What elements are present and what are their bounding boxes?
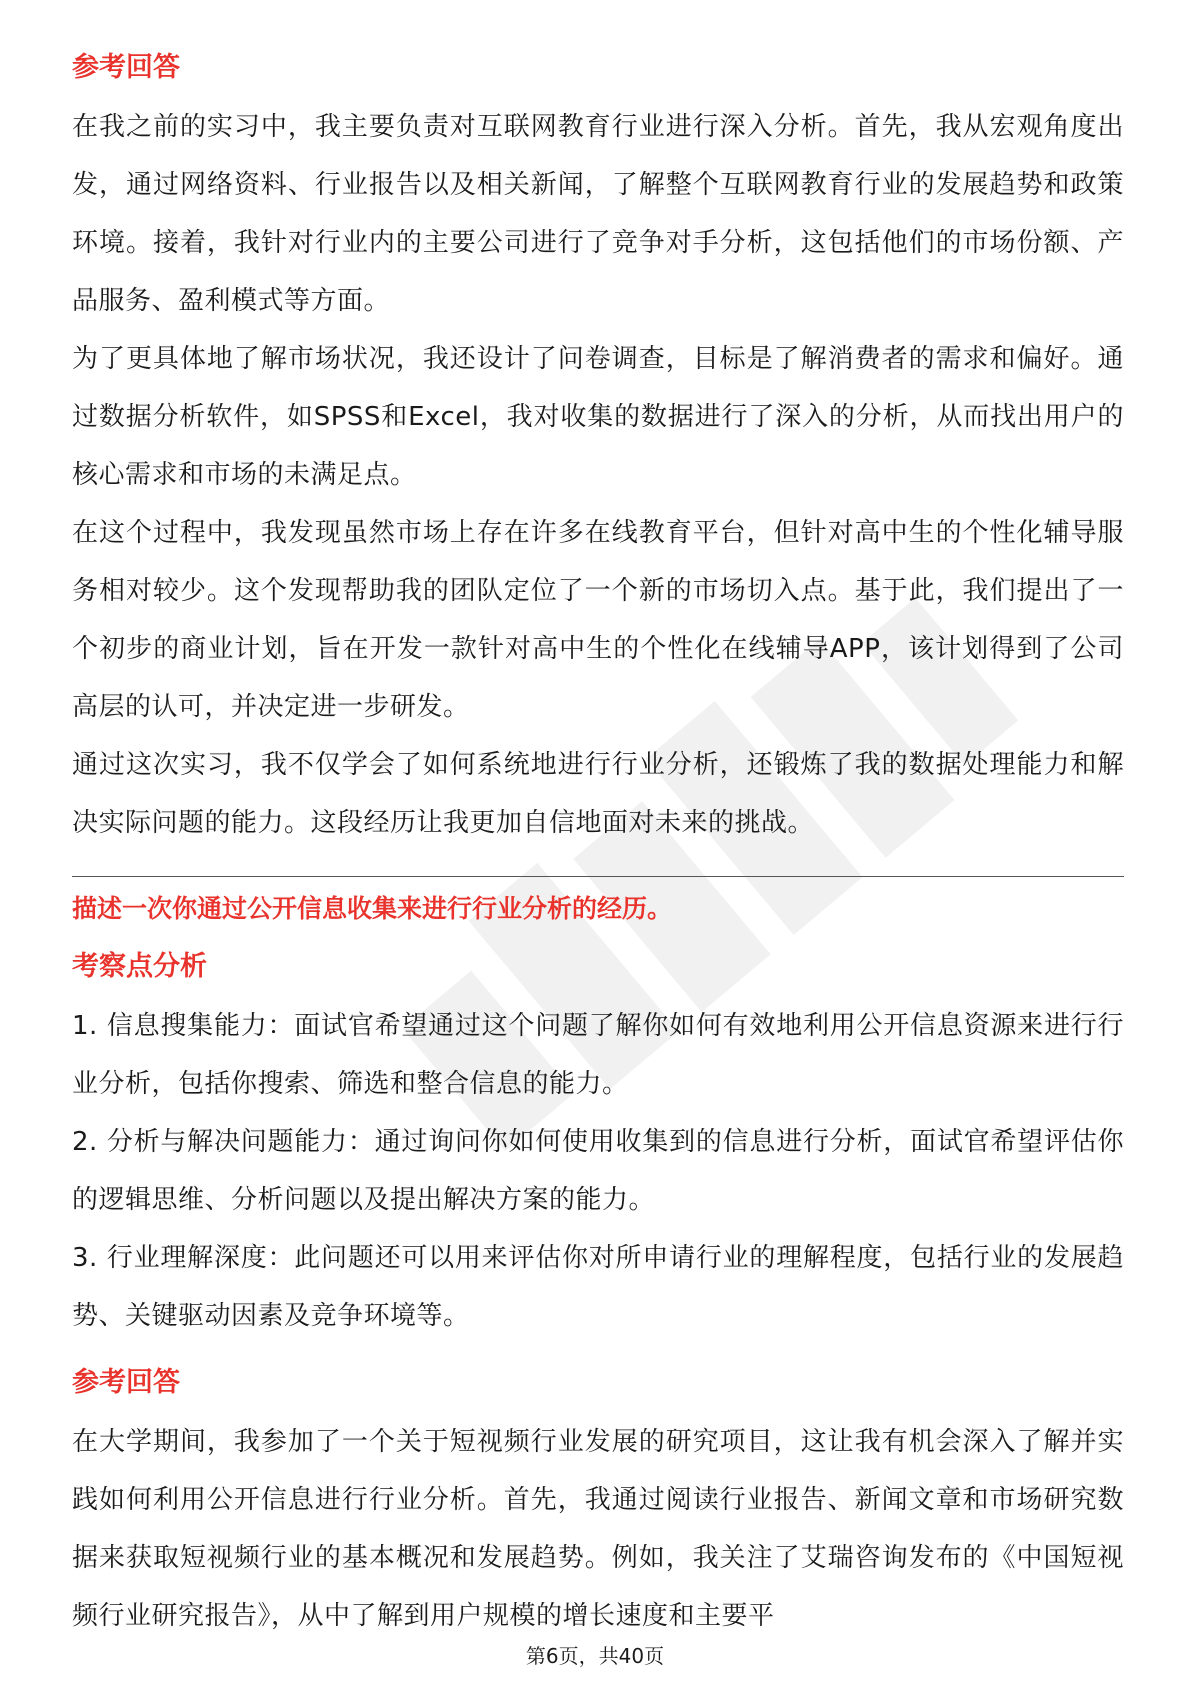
- analysis-point: 3. 行业理解深度：此问题还可以用来评估你对所申请行业的理解程度，包括行业的发展趋势、关键驱动因素及竞争环境等。: [72, 1243, 1124, 1331]
- answer-heading-1: 参考回答: [72, 52, 180, 83]
- page-number: 第6页，共40页: [525, 1644, 665, 1668]
- answer-heading-2: 参考回答: [72, 1367, 180, 1398]
- analysis-point: 2. 分析与解决问题能力：通过询问你如何使用收集到的信息进行分析，面试官希望评估你的逻辑思维、分析问题以及提出解决方案的能力。: [72, 1127, 1124, 1215]
- analysis-heading: 考察点分析: [72, 951, 207, 982]
- answer-paragraph: 通过这次实习，我不仅学会了如何系统地进行行业分析，还锻炼了我的数据处理能力和解决实际问题的能力。这段经历让我更加自信地面对未来的挑战。: [72, 750, 1124, 838]
- answer-paragraph: 在大学期间，我参加了一个关于短视频行业发展的研究项目，这让我有机会深入了解并实践如何利用公开信息进行行业分析。首先，我通过阅读行业报告、新闻文章和市场研究数据来获取短视频行业的基本概况和发展趋势。例如，我关注了艾瑞咨询发布的《中国短视频行业研究报告》，从中了解到用户规模的增长速度和主要平: [72, 1427, 1124, 1631]
- answer-paragraph: 在这个过程中，我发现虽然市场上存在许多在线教育平台，但针对高中生的个性化辅导服务相对较少。这个发现帮助我的团队定位了一个新的市场切入点。基于此，我们提出了一个初步的商业计划，旨在开发一款针对高中生的个性化在线辅导APP，该计划得到了公司高层的认可，并决定进一步研发。: [72, 518, 1124, 722]
- question-title: 描述一次你通过公开信息收集来进行行业分析的经历。: [72, 894, 673, 923]
- answer-paragraph: 为了更具体地了解市场状况，我还设计了问卷调查，目标是了解消费者的需求和偏好。通过数据分析软件，如SPSS和Excel，我对收集的数据进行了深入的分析，从而找出用户的核心需求和市场的未满足点。: [72, 344, 1124, 490]
- page-content: [72, 48, 1124, 1645]
- section-divider: [72, 876, 1124, 877]
- analysis-point: 1. 信息搜集能力：面试官希望通过这个问题了解你如何有效地利用公开信息资源来进行行业分析，包括你搜索、筛选和整合信息的能力。: [72, 1011, 1124, 1099]
- answer-paragraph: 在我之前的实习中，我主要负责对互联网教育行业进行深入分析。首先，我从宏观角度出发，通过网络资料、行业报告以及相关新闻，了解整个互联网教育行业的发展趋势和政策环境。接着，我针对行业内的主要公司进行了竞争对手分析，这包括他们的市场份额、产品服务、盈利模式等方面。: [72, 112, 1124, 316]
